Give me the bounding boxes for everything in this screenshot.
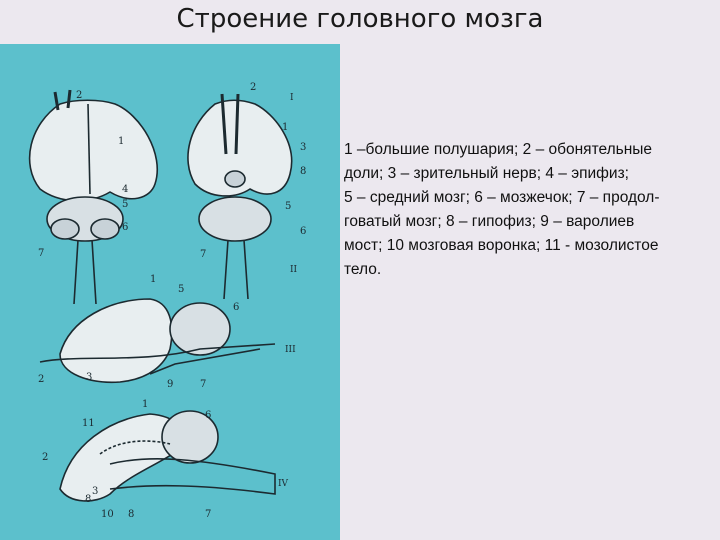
roman-label-1: I [290,93,294,103]
label-v2-7: 7 [200,249,207,260]
label-v4-8a: 8 [85,494,92,505]
brain-illustration [0,44,340,540]
roman-label-4: IV [278,479,289,489]
label-v3-2: 2 [38,374,45,385]
label-v1-2: 2 [76,90,83,101]
label-v1-6: 6 [122,222,129,233]
label-v2-1: 1 [282,122,289,133]
roman-label-3: III [285,345,296,355]
label-v4-2: 2 [42,452,49,463]
label-v2-2: 2 [250,82,257,93]
label-v2-3: 3 [300,142,307,153]
label-v3-7: 7 [200,379,207,390]
label-v4-3: 3 [92,486,99,497]
brain-view-dorsal [30,90,158,304]
label-v3-9: 9 [167,379,174,390]
label-v1-5: 5 [122,199,129,210]
label-v4-8b: 8 [128,509,135,520]
label-v2-6: 6 [300,226,307,237]
label-v4-7: 7 [205,509,212,520]
label-v2-5: 5 [285,201,292,212]
label-v3-3: 3 [86,372,93,383]
brain-view-lateral [40,299,275,382]
label-v4-11: 11 [82,418,95,429]
label-v4-6: 6 [205,410,212,421]
legend-text: 1 –большие полушария; 2 – обонятельные доли; 3 – зрительный нерв; 4 – эпифиз; 5 – средний мозг; 6 – мозжечок; 7 – продол- говатый мозг; 8 – гипофиз; 9 – варолиев мост; 10 мозговая воронка; 11 - мозолистое тело. [344,141,660,278]
label-v1-4: 4 [122,184,129,195]
label-v2-8: 8 [300,166,307,177]
label-v4-1: 1 [142,399,149,410]
label-v3-6: 6 [233,302,240,313]
roman-label-2: II [290,265,298,275]
label-v1-1: 1 [118,136,125,147]
label-v3-1: 1 [150,274,157,285]
slide-title: Строение головного мозга [176,4,544,34]
label-v1-7: 7 [38,248,45,259]
brain-view-ventral [188,94,292,299]
label-v3-5: 5 [178,284,185,295]
label-v4-10: 10 [101,509,114,520]
brain-structure-figure [0,44,340,540]
